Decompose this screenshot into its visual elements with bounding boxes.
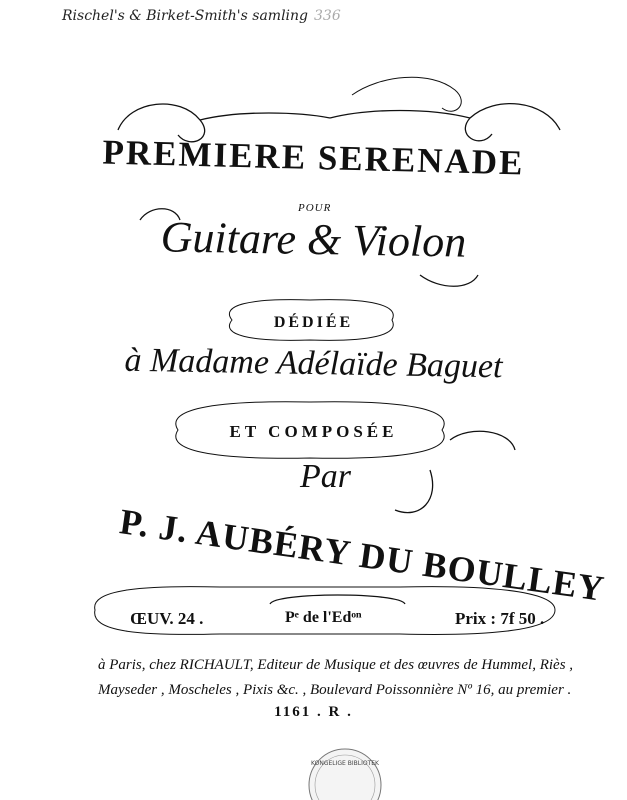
publisher-line-2: Mayseder , Moscheles , Pixis &c. , Boulevard Poissonnière Nº 16, au premier . bbox=[98, 682, 572, 698]
composed-label: ET COMPOSÉE bbox=[229, 422, 398, 441]
opus-number: ŒUV. 24 . bbox=[130, 609, 204, 628]
library-stamp bbox=[62, 8, 341, 24]
publisher-line-1: à Paris, chez RICHAULT, Editeur de Musique et des œuvres de Hummel, Riès , bbox=[98, 657, 574, 673]
par-label: Par bbox=[300, 458, 351, 495]
edition-note: Pᵉ de l'Edᵒⁿ bbox=[285, 609, 362, 626]
composer-name: P. J. AUBÉRY DU BOULLEY bbox=[117, 501, 608, 609]
library-stamp-number: 336 bbox=[314, 8, 341, 24]
library-stamp-text: Rischel's & Birket-Smith's samling bbox=[62, 8, 309, 24]
plate-number: 1161 . R . bbox=[274, 704, 353, 720]
svg-text:KONGELIGE BIBLIOTEK: KONGELIGE BIBLIOTEK bbox=[311, 760, 379, 767]
pour-label: POUR bbox=[298, 202, 332, 214]
dedicatee: à Madame Adélaïde Baguet bbox=[124, 341, 503, 386]
dedication-label: DÉDIÉE bbox=[273, 314, 354, 331]
library-seal bbox=[309, 749, 381, 800]
price: Prix : 7f 50 . bbox=[455, 609, 545, 628]
work-title: PREMIERE SERENADE bbox=[102, 132, 525, 183]
instrumentation: Guitare & Violon bbox=[160, 212, 467, 267]
